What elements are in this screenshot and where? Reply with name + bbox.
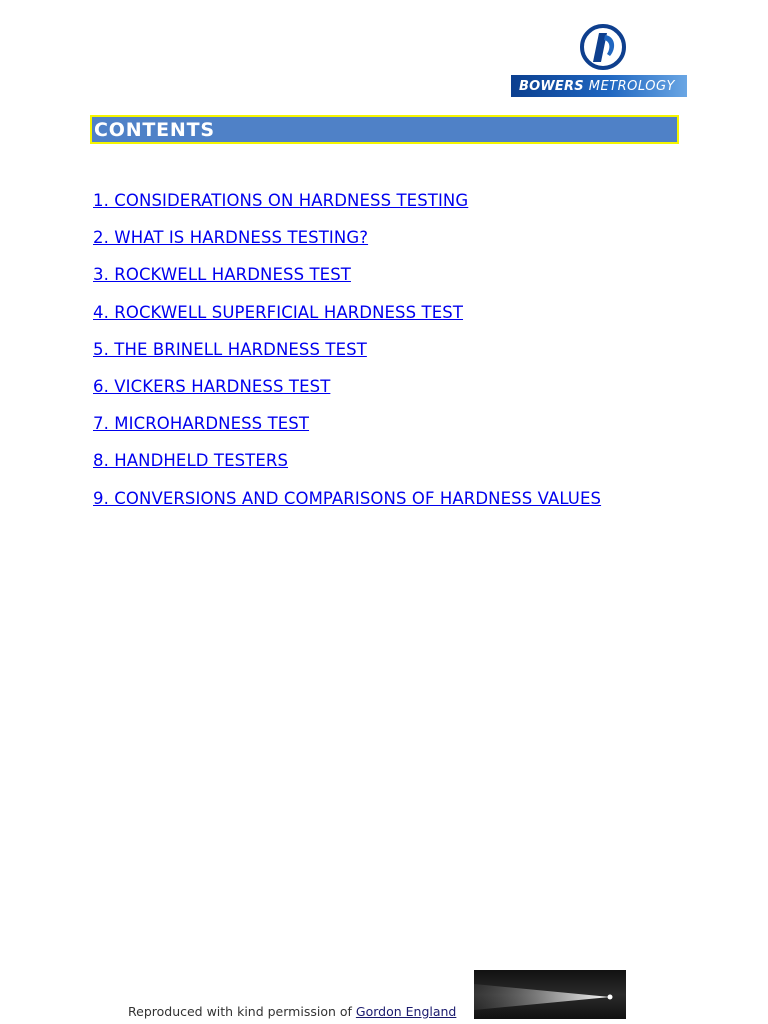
toc-item bbox=[93, 338, 601, 375]
logo-brand-bold: BOWERS bbox=[519, 78, 584, 94]
toc-item bbox=[93, 487, 601, 524]
gordon-england-link[interactable]: Gordon England bbox=[355, 1004, 457, 1019]
footer-credit bbox=[128, 1004, 456, 1019]
toc-link-3[interactable]: 3. ROCKWELL HARDNESS TEST bbox=[93, 265, 351, 285]
bowers-logo-mark-icon bbox=[580, 24, 626, 70]
logo-brand-light: METROLOGY bbox=[588, 78, 675, 94]
toc-link-8[interactable]: 8. HANDHELD TESTERS bbox=[93, 451, 289, 471]
toc-link-2[interactable]: 2. WHAT IS HARDNESS TESTING? bbox=[93, 228, 369, 248]
table-of-contents bbox=[93, 189, 601, 524]
toc-link-7[interactable]: 7. MICROHARDNESS TEST bbox=[93, 414, 310, 434]
contents-heading-bar bbox=[90, 115, 679, 144]
contents-title: CONTENTS bbox=[94, 118, 215, 141]
toc-item bbox=[93, 189, 601, 226]
toc-link-5[interactable]: 5. THE BRINELL HARDNESS TEST bbox=[93, 339, 367, 359]
bowers-metrology-logo bbox=[509, 22, 689, 100]
footer-text: Reproduced with kind permission of bbox=[128, 1004, 356, 1019]
toc-item bbox=[93, 412, 601, 449]
toc-link-1[interactable]: 1. CONSIDERATIONS ON HARDNESS TESTING bbox=[93, 191, 469, 210]
toc-item bbox=[93, 449, 601, 486]
footer-image bbox=[474, 970, 626, 1019]
light-beam-icon bbox=[474, 970, 626, 1019]
logo-banner bbox=[511, 75, 687, 97]
toc-link-9[interactable]: 9. CONVERSIONS AND COMPARISONS OF HARDNESS VALUES bbox=[93, 488, 602, 508]
toc-item bbox=[93, 375, 601, 412]
toc-item bbox=[93, 301, 601, 338]
toc-link-6[interactable]: 6. VICKERS HARDNESS TEST bbox=[93, 376, 331, 396]
toc-item bbox=[93, 263, 601, 300]
toc-link-4[interactable]: 4. ROCKWELL SUPERFICIAL HARDNESS TEST bbox=[93, 302, 464, 322]
toc-item bbox=[93, 226, 601, 263]
